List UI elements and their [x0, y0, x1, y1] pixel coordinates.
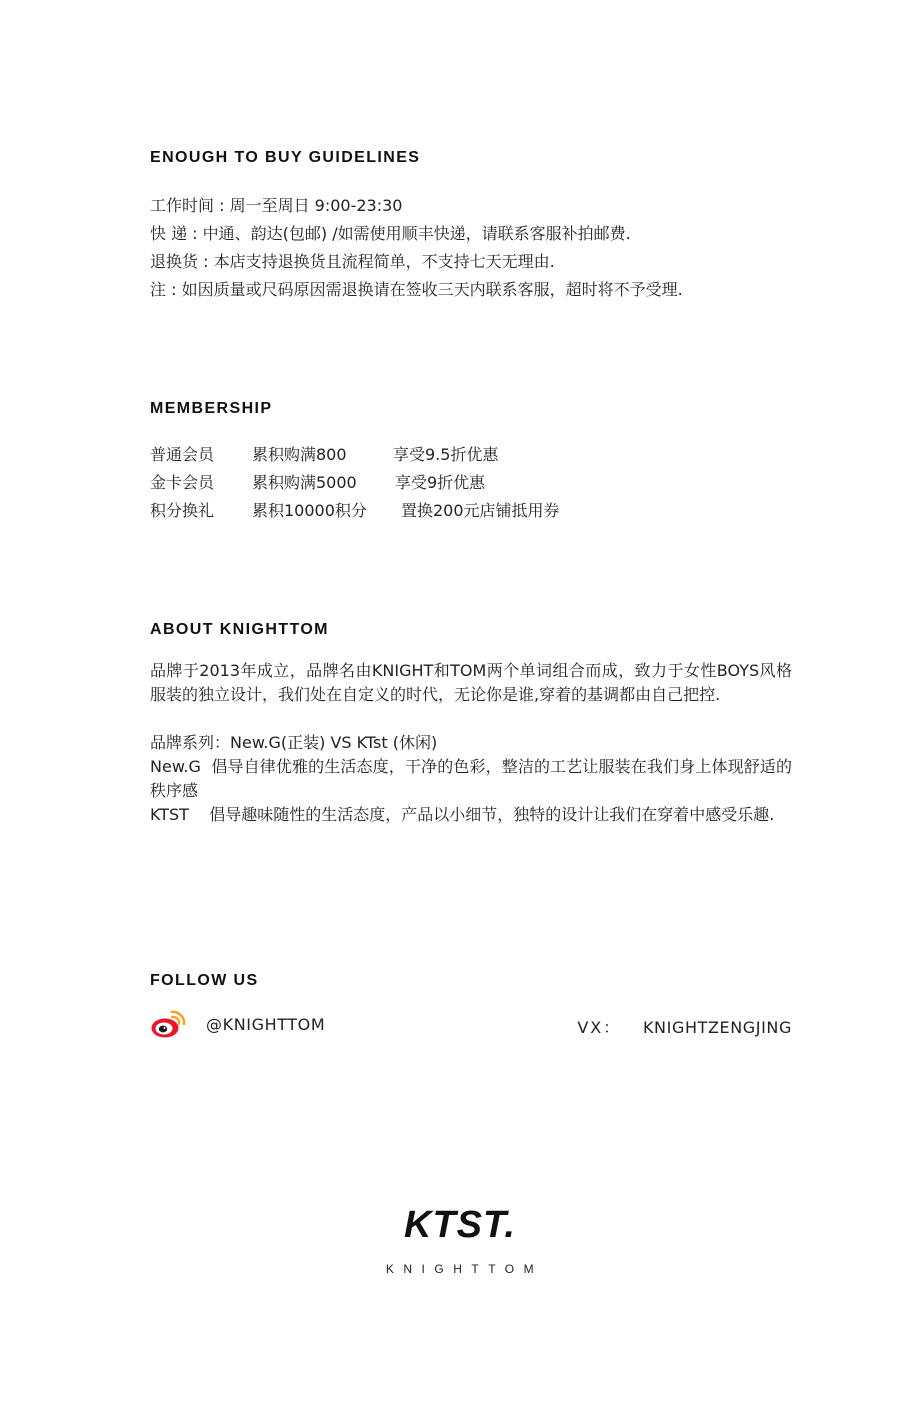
membership-benefit: 置换200元店铺抵用券: [401, 501, 560, 520]
membership-row: [150, 441, 792, 469]
wechat-contact: [577, 1015, 792, 1038]
membership-row: [150, 497, 792, 525]
guidelines-list: [150, 192, 792, 304]
guidelines-section: [150, 148, 792, 304]
membership-requirement: 累积10000积分: [252, 501, 367, 520]
about-ktst: KTST 倡导趣味随性的生活态度，产品以小细节，独特的设计让我们在穿着中感受乐趣.: [150, 805, 775, 824]
about-body: [150, 659, 792, 827]
about-section: [150, 620, 792, 827]
membership-row: [150, 469, 792, 497]
membership-requirement: 累积购满800: [252, 445, 347, 464]
guidelines-line-shipping: 快 递 : 中通、韵达(包邮) /如需使用顺丰快递，请联系客服补拍邮费.: [150, 224, 631, 243]
guidelines-line-note: 注 : 如因质量或尺码原因需退换请在签收三天内联系客服，超时将不予受理.: [150, 280, 683, 299]
brand-logo: [0, 1200, 920, 1276]
follow-section: [150, 971, 792, 1043]
membership-requirement: 累积购满5000: [252, 473, 357, 492]
follow-heading: FOLLOW US: [150, 972, 259, 989]
membership-level: 金卡会员: [150, 473, 215, 492]
membership-section: [150, 399, 792, 525]
follow-row: [150, 1009, 792, 1043]
membership-benefit: 享受9折优惠: [395, 473, 486, 492]
vx-id[interactable]: KNIGHTZENGJING: [642, 1018, 792, 1037]
logo-mark: KTST.: [404, 1204, 516, 1246]
weibo-handle[interactable]: @KNIGHTTOM: [206, 1015, 326, 1034]
vx-label: VX：: [577, 1018, 622, 1037]
membership-level: 普通会员: [150, 445, 215, 464]
about-intro: 品牌于2013年成立，品牌名由KNIGHT和TOM两个单词组合而成，致力于女性BOYS风格服装的独立设计，我们处在自定义的时代，无论你是谁,穿着的基调都由自己把控.: [150, 661, 792, 704]
logo-wordmark: KNIGHTTOM: [385, 1262, 544, 1276]
membership-level: 积分换礼: [150, 501, 215, 520]
weibo-icon[interactable]: [150, 1009, 186, 1039]
membership-heading: MEMBERSHIP: [150, 400, 273, 417]
membership-table: [150, 441, 792, 525]
about-series-title: 品牌系列：New.G(正装) VS KTst (休闲): [150, 733, 438, 752]
guidelines-heading: ENOUGH TO BUY GUIDELINES: [150, 149, 421, 166]
about-heading: ABOUT KNIGHTTOM: [150, 621, 329, 638]
guidelines-line-hours: 工作时间 : 周一至周日 9:00-23:30: [150, 196, 403, 215]
guidelines-line-returns: 退换货 : 本店支持退换货且流程简单，不支持七天无理由.: [150, 252, 555, 271]
about-newg: New.G 倡导自律优雅的生活态度，干净的色彩，整洁的工艺让服装在我们身上体现舒适的秩序感: [150, 757, 792, 800]
membership-benefit: 享受9.5折优惠: [393, 445, 499, 464]
